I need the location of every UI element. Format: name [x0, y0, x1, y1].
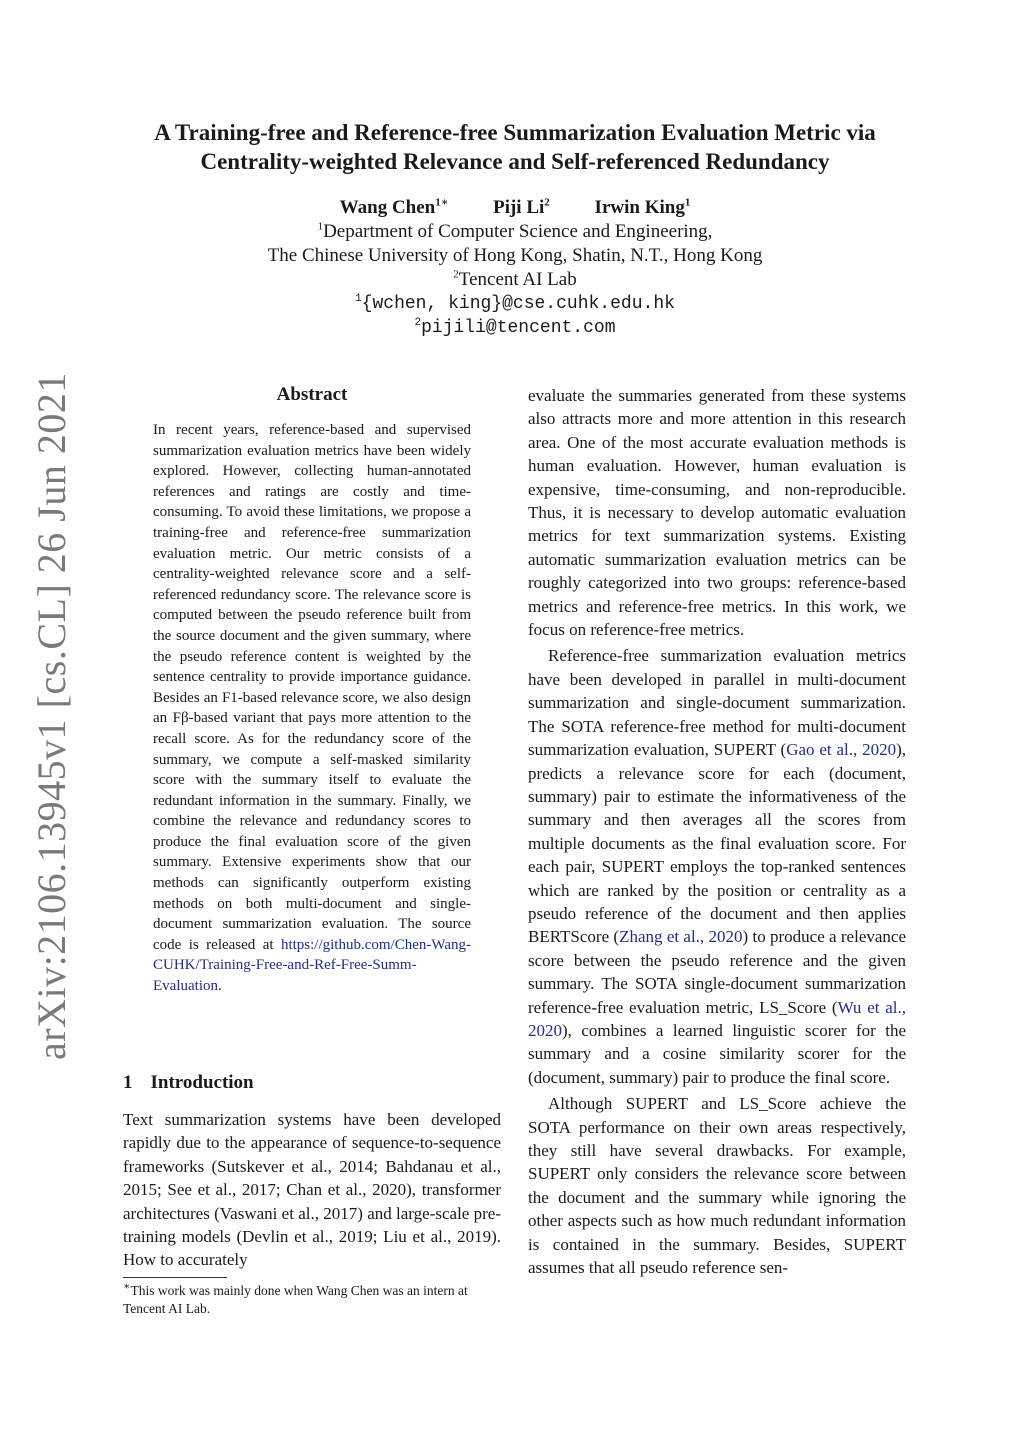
citation-wu-2020[interactable]: Wu et al., 2020	[528, 997, 907, 1040]
footnote	[123, 1282, 501, 1318]
author-1-sup: 1∗	[435, 196, 449, 209]
title-line-2: Centrality-weighted Relevance and Self-referenced Redundancy	[200, 149, 830, 174]
col2-p2-part-a: Reference-free summarization evaluation metrics have been developed in parallel in multi-document summarization and single-document summarization. The SOTA reference-free method for multi-document summarization evaluation, SUPERT (	[528, 646, 906, 760]
arxiv-identifier: arXiv:2106.13945v1 [cs.CL] 26 Jun 2021	[29, 372, 74, 1060]
paper-title	[100, 118, 930, 176]
citation-zhang-2020[interactable]: Zhang et al., 2020	[619, 927, 743, 947]
col2-p2-part-b: ), predicts a relevance score for each (document, summary) pair to estimate the informativeness of the summary and then averages all the scores from multiple documents as the final evaluation score. For each pair, SUPERT employs the top-ranked sentences which are ranked by the position or centrality as a pseudo reference of the document and then applies BERTScore (	[528, 740, 907, 947]
author-1-name: Wang Chen	[339, 197, 436, 218]
col2-paragraph-1: evaluate the summaries generated from these systems also attracts more and more attention in this research area. One of the most accurate evaluation methods is human evaluation. However, human evaluation is expensive, time-consuming, and non-reproducible. Thus, it is necessary to develop automatic evaluation metrics for text summarization systems. Existing automatic summarization evaluation metrics can be roughly categorized into two groups: reference-based metrics and reference-free metrics. In this work, we focus on reference-free metrics.	[528, 386, 906, 640]
author-3-sup: 1	[684, 196, 691, 209]
affiliation-1-line-1	[100, 220, 930, 244]
email-1	[100, 292, 930, 316]
right-column	[528, 384, 906, 1279]
col2-p2-part-d: ), combines a learned linguistic scorer for the summary and a cosine similarity scorer for the (document, summary) pair to produce the final score.	[528, 1020, 906, 1087]
email-2-sup: 2	[414, 317, 422, 329]
citation-gao-2020[interactable]: Gao et al., 2020	[786, 740, 897, 760]
email-2-text: pijili@tencent.com	[421, 318, 616, 338]
section-heading-introduction	[123, 1072, 254, 1094]
section-title: Introduction	[150, 1072, 254, 1093]
abstract-heading: Abstract	[276, 384, 348, 405]
author-names	[100, 196, 930, 220]
col2-p2-part-c: ) to produce a relevance score between the pseudo reference and the given summary. The SOTA single-document summarization reference-free evaluation metric, LS_Score (	[528, 927, 907, 1017]
author-3-name: Irwin King	[594, 197, 685, 218]
affiliation-2-text: Tencent AI Lab	[458, 269, 577, 290]
abstract-text: In recent years, reference-based and supervised summarization evaluation metrics have been widely explored. However, collecting human-annotated references and ratings are costly and time-consuming. To avoid these limitations, we propose a training-free and reference-free summarization evaluation metric. Our metric consists of a centrality-weighted relevance score and a self-referenced redundancy score. The relevance score is computed between the pseudo reference built from the source document and the given summary, where the pseudo reference content is weighted by the sentence centrality to provide importance guidance. Besides an F1-based relevance score, we also design an Fβ-based variant that pays more attention to the recall score. As for the redundancy score of the summary, we compute a self-masked similarity score with the summary itself to evaluate the redundant information in the summary. Finally, we combine the relevance and redundancy scores to produce the final evaluation score of the given summary. Extensive experiments show that our methods can significantly outperform existing methods on both multi-document and single-document summarization evaluation. The source code is released at	[153, 422, 471, 953]
footnote-divider	[123, 1277, 227, 1278]
affiliation-2-sup: 2	[453, 268, 459, 281]
intro-paragraph-1: Text summarization systems have been developed rapidly due to the appearance of sequence-to-sequence frameworks (Sutskever et al., 2014; Bahdanau et al., 2015; See et al., 2017; Chan et al., 2020), transformer architectures (Vaswani et al., 2017) and large-scale pre-training models (Devlin et al., 2019; Liu et al., 2019). How to accurately	[123, 1110, 501, 1270]
col2-paragraph-3: Although SUPERT and LS_Score achieve the SOTA performance on their own areas respectively, they still have several drawbacks. For example, SUPERT only considers the relevance score between the document and the summary while ignoring the other aspects such as how much redundant information is contained in the summary. Besides, SUPERT assumes that all pseudo reference sen-	[528, 1094, 906, 1278]
author-2	[493, 197, 550, 218]
affiliation-1-line-2: The Chinese University of Hong Kong, Shatin, N.T., Hong Kong	[267, 245, 763, 266]
author-3	[595, 197, 691, 218]
abstract-end: .	[217, 978, 222, 995]
email-1-text: {wchen, king}@cse.cuhk.edu.hk	[361, 294, 675, 314]
footnote-text: This work was mainly done when Wang Chen was an intern at Tencent AI Lab.	[123, 1283, 468, 1316]
footnote-mark: ∗	[123, 1280, 131, 1293]
abstract-body	[153, 420, 471, 997]
author-block	[100, 196, 930, 340]
author-2-name: Piji Li	[493, 197, 545, 218]
col2-paragraph-2	[528, 644, 906, 1089]
author-2-sup: 2	[544, 196, 550, 209]
email-2	[100, 316, 930, 340]
affiliation-1-sup: 1	[317, 220, 324, 233]
author-1	[340, 197, 449, 218]
email-1-sup: 1	[355, 293, 362, 305]
section-number: 1	[123, 1072, 133, 1093]
source-code-link[interactable]: https://github.com/Chen-Wang-CUHK/Training-Free-and-Ref-Free-Summ-Evaluation	[153, 936, 471, 995]
title-line-1: A Training-free and Reference-free Summarization Evaluation Metric via	[154, 120, 876, 145]
affiliation-2	[100, 268, 930, 292]
affiliation-1-text: Department of Computer Science and Engineering,	[323, 221, 713, 242]
